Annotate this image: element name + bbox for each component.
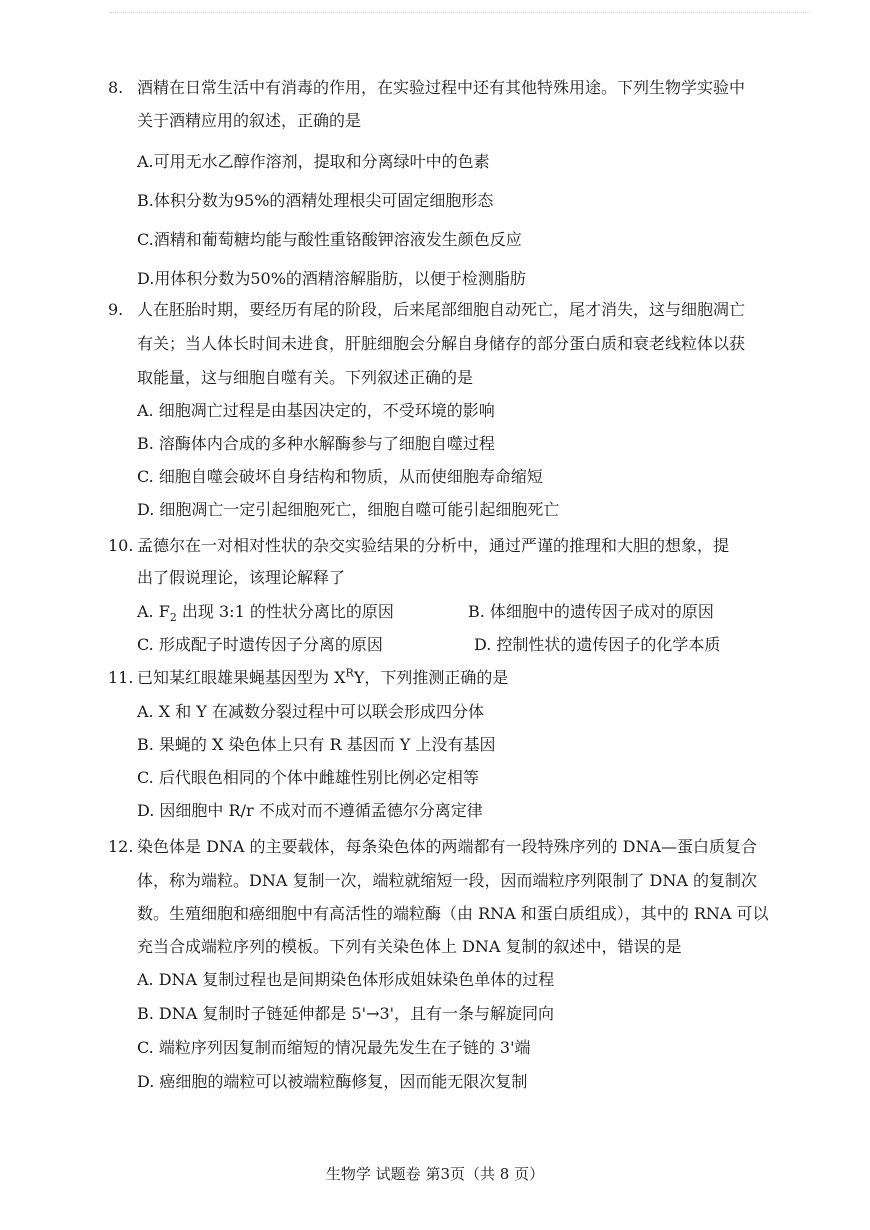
question-8-option-b: B.体积分数为95%的酒精处理根尖可固定细胞形态 (137, 191, 494, 210)
question-8-option-a: A.可用无水乙醇作溶剂，提取和分离绿叶中的色素 (137, 152, 490, 171)
question-12-stem-line-3: 数。生殖细胞和癌细胞中有高活性的端粒酶（由 RNA 和蛋白质组成），其中的 RNA 可以 (137, 904, 769, 923)
question-11-option-a: A. X 和 Y 在减数分裂过程中可以联会形成四分体 (137, 702, 484, 721)
question-11-option-d: D. 因细胞中 R/r 不成对而不遵循孟德尔分离定律 (137, 801, 483, 820)
question-12-option-d: D. 癌细胞的端粒可以被端粒酶修复，因而能无限次复制 (137, 1072, 528, 1091)
question-12-stem-line-4: 充当合成端粒序列的模板。下列有关染色体上 DNA 复制的叙述中，错误的是 (137, 937, 682, 956)
question-8-stem-line-1: 酒精在日常生活中有消毒的作用，在实验过程中还有其他特殊用途。下列生物学实验中 (137, 78, 746, 97)
question-10-option-a-subscript: 2 (169, 611, 177, 625)
question-10-option-a-rest: 出现 3:1 的性状分离比的原因 (176, 602, 394, 621)
question-11-stem-superscript: R (345, 666, 354, 680)
page-footer: 生物学 试题卷 第3页（共 8 页） (325, 1165, 545, 1183)
question-9-stem-line-1: 人在胚胎时期，要经历有尾的阶段，后来尾部细胞自动死亡，尾才消失，这与细胞凋亡 (137, 300, 746, 319)
question-11-stem-prefix: 已知某红眼雄果蝇基因型为 X (137, 668, 346, 687)
question-12-option-a: A. DNA 复制过程也是间期染色体形成姐妹染色单体的过程 (137, 970, 555, 989)
question-11-option-b: B. 果蝇的 X 染色体上只有 R 基因而 Y 上没有基因 (137, 735, 496, 754)
question-10-option-a-prefix: A. F (137, 602, 170, 621)
question-9-stem-line-2: 有关；当人体长时间未进食，肝脏细胞会分解自身储存的部分蛋白质和衰老线粒体以获 (137, 334, 746, 353)
question-11-option-c: C. 后代眼色相同的个体中雌雄性别比例必定相等 (137, 768, 479, 787)
question-10-number: 10. (108, 536, 134, 555)
question-9-option-c: C. 细胞自噬会破坏自身结构和物质，从而使细胞寿命缩短 (137, 467, 543, 486)
question-9-option-a: A. 细胞凋亡过程是由基因决定的，不受环境的影响 (137, 401, 495, 420)
scan-edge-line (110, 12, 810, 14)
question-9-option-d: D. 细胞凋亡一定引起细胞死亡，细胞自噬可能引起细胞死亡 (137, 500, 560, 519)
question-11-stem-rest: Y，下列推测正确的是 (353, 668, 509, 687)
question-12-option-c: C. 端粒序列因复制而缩短的情况最先发生在子链的 3'端 (137, 1038, 531, 1057)
question-10-option-b: B. 体细胞中的遗传因子成对的原因 (468, 602, 714, 621)
question-10-option-c: C. 形成配子时遗传因子分离的原因 (137, 635, 383, 654)
question-11-stem (137, 667, 508, 689)
question-8-number: 8. (108, 78, 124, 97)
question-10-stem-line-1: 孟德尔在一对相对性状的杂交实验结果的分析中，通过严谨的推理和大胆的想象，提 (137, 536, 730, 555)
question-8-stem-line-2: 关于酒精应用的叙述，正确的是 (137, 111, 362, 130)
question-12-stem-line-2: 体，称为端粒。DNA 复制一次，端粒就缩短一段，因而端粒序列限制了 DNA 的复制次 (137, 871, 758, 890)
question-10-option-a (137, 601, 394, 623)
question-12-stem-line-1: 染色体是 DNA 的主要载体，每条染色体的两端都有一段特殊序列的 DNA—蛋白质复合 (137, 837, 758, 856)
question-9-number: 9. (108, 300, 124, 319)
question-10-option-d: D. 控制性状的遗传因子的化学本质 (474, 635, 721, 654)
question-12-number: 12. (108, 837, 134, 856)
question-10-stem-line-2: 出了假说理论，该理论解释了 (137, 568, 346, 587)
question-12-option-b: B. DNA 复制时子链延伸都是 5'→3'，且有一条与解旋同向 (137, 1004, 555, 1023)
question-11-number: 11. (108, 668, 134, 687)
question-8-option-c: C.酒精和葡萄糖均能与酸性重铬酸钾溶液发生颜色反应 (137, 230, 522, 249)
question-9-option-b: B. 溶酶体内合成的多种水解酶参与了细胞自噬过程 (137, 434, 495, 453)
question-8-option-d: D.用体积分数为50%的酒精溶解脂肪，以便于检测脂肪 (137, 269, 526, 288)
question-9-stem-line-3: 取能量，这与细胞自噬有关。下列叙述正确的是 (137, 368, 474, 387)
